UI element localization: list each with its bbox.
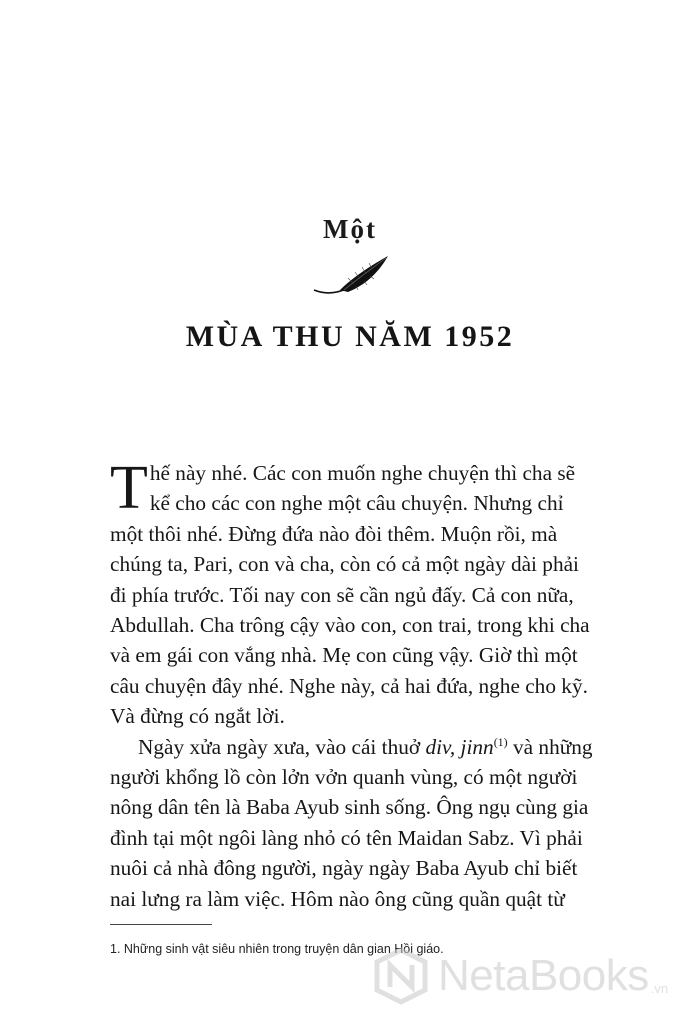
chapter-number: Một <box>323 214 377 244</box>
footnote-ref[interactable]: (1) <box>493 734 508 749</box>
text-fragment: và những <box>507 734 593 759</box>
chapter-title: MÙA THU NĂM 1952 <box>185 320 515 353</box>
text-line: người khổng lồ còn lởn vởn quanh vùng, có một người <box>110 765 578 790</box>
netabooks-logo-icon <box>372 947 430 1005</box>
text-line: đi phía trước. Tối nay con sẽ cần ngủ đấy. Cả con nữa, <box>110 582 574 607</box>
text-line: nông dân tên là Baba Ayub sinh sống. Ông ngụ cùng gia <box>110 795 589 820</box>
text-line: nuôi cả nhà đông người, ngày ngày Baba Ayub chỉ biết <box>110 856 578 881</box>
text-line: và em gái con vắng nhà. Mẹ con cũng vậy. Giờ thì một <box>110 643 578 668</box>
text-line: Abdullah. Cha trông cậy vào con, con trai, trong khi cha <box>110 613 590 638</box>
footnote: 1. Những sinh vật siêu nhiên trong truyện dân gian Hồi giáo. <box>110 942 444 956</box>
text-line: Và đừng có ngắt lời. <box>110 704 285 729</box>
watermark <box>372 940 692 1012</box>
text-line: một thôi nhé. Đừng đứa nào đòi thêm. Muộn rồi, mà <box>110 521 558 546</box>
watermark-text: NetaBooks <box>438 951 649 1000</box>
text-line: câu chuyện đây nhé. Nghe này, cả hai đứa, nghe cho kỹ. <box>110 673 588 698</box>
text-line: nai lưng ra làm việc. Hôm nào ông cũng quần quật từ <box>110 886 565 911</box>
text-line: kể cho các con nghe một câu chuyện. Nhưng chỉ <box>149 491 564 516</box>
text-line: đình tại một ngôi làng nhỏ có tên Maidan Sabz. Vì phải <box>110 825 583 850</box>
text-line: hế này nhé. Các con muốn nghe chuyện thì cha sẽ <box>149 461 576 485</box>
body-text <box>110 454 608 914</box>
drop-cap: T <box>110 454 148 522</box>
footnote-divider <box>110 924 212 925</box>
feather-icon <box>310 250 392 302</box>
paragraph-2-first-line <box>110 732 608 762</box>
watermark-suffix: .vn <box>650 981 669 996</box>
italic-term: div, jinn <box>425 734 494 759</box>
text-line: chúng ta, Pari, con và cha, còn có cả một ngày dài phải <box>110 552 579 577</box>
text-fragment: Ngày xửa ngày xưa, vào cái thuở <box>138 734 426 759</box>
